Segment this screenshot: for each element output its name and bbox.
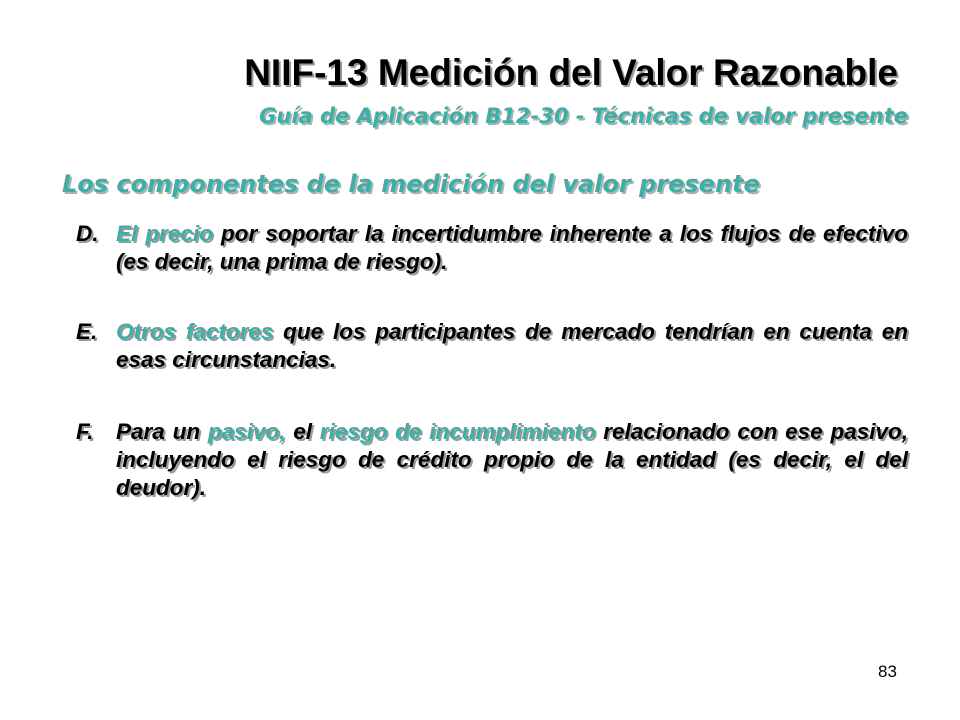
list-item-f [76, 418, 908, 502]
item-text: relacionado con ese pasivo, incluyendo el riesgo de crédito propio de la entidad (es decir, el del deudor). [116, 419, 908, 500]
item-text: por soportar la incertidumbre inherente a los flujos de efectivo (es decir, una prima de riesgo). [116, 221, 908, 274]
item-text: Para un [116, 419, 208, 444]
list-marker: E. [76, 319, 98, 344]
highlight-text: pasivo, [207, 419, 286, 444]
list-marker: F. [76, 419, 94, 444]
section-heading: Los componentes de la medición del valor presente [62, 170, 760, 198]
highlight-text: riesgo de incumplimiento [319, 419, 596, 444]
list-item-text [116, 220, 908, 276]
slide-number: 83 [878, 662, 897, 681]
list-item-text [116, 318, 908, 374]
highlight-text: El precio [116, 221, 213, 246]
list-item-text [116, 418, 908, 502]
list-marker: D. [76, 221, 99, 246]
slide-subtitle: Guía de Aplicación B12-30 - Técnicas de valor presente [259, 104, 908, 128]
slide-title: NIIF-13 Medición del Valor Razonable [244, 52, 898, 93]
item-text: el [285, 419, 320, 444]
highlight-text: Otros factores [116, 319, 274, 344]
list-item-d [76, 220, 908, 276]
item-text: que los participantes de mercado tendrían en cuenta en esas circunstancias. [116, 319, 908, 372]
list-item-e [76, 318, 908, 374]
